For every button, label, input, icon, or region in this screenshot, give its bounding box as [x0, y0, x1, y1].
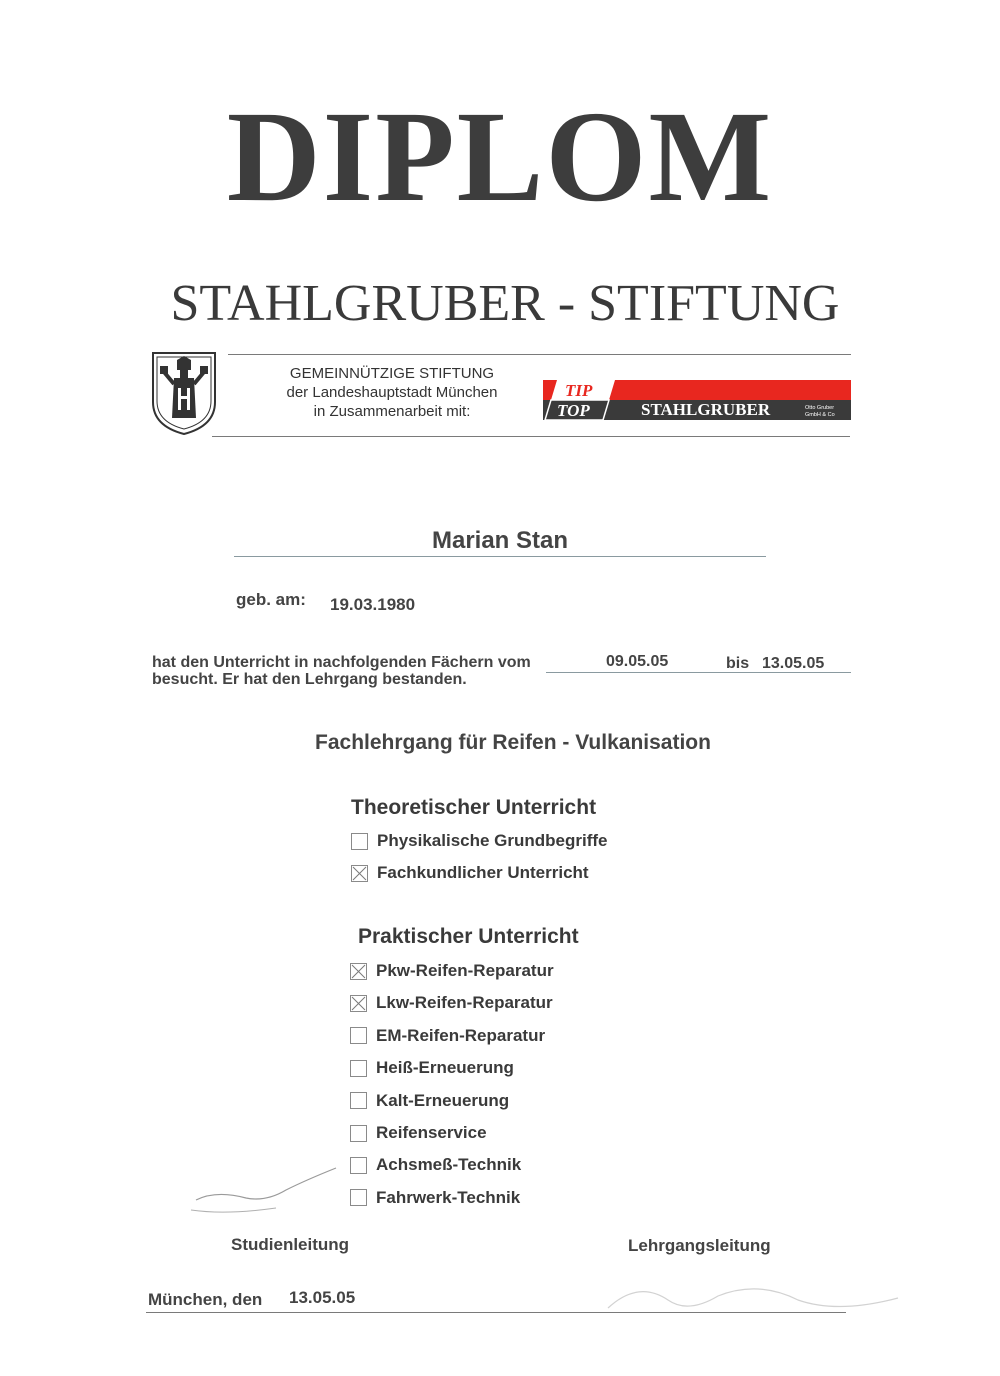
checked-box-icon: [350, 963, 367, 980]
theory-heading: Theoretischer Unterricht: [351, 796, 597, 819]
logo-small-text-1: Otto Gruber: [805, 405, 835, 411]
attendance-statement: [152, 654, 531, 688]
munich-crest-icon: [150, 350, 218, 436]
checklist-item-label: EM-Reifen-Reparatur: [376, 1025, 546, 1045]
checkbox-icon: [350, 1092, 367, 1109]
birth-date-value: 19.03.1980: [330, 595, 416, 614]
lehrgangsleitung-label: Lehrgangsleitung: [628, 1236, 771, 1255]
checklist-item: [350, 1057, 514, 1079]
checklist-item: [350, 1187, 520, 1209]
place-date-label: München, den: [148, 1290, 263, 1309]
checklist-item-label: Physikalische Grundbegriffe: [377, 831, 608, 850]
date-range-underline: [546, 672, 851, 673]
checklist-item-label: Pkw-Reifen-Reparatur: [376, 961, 554, 980]
checklist-item-label: Heiß-Erneuerung: [376, 1058, 514, 1078]
logo-small-text-2: GmbH & Co: [805, 412, 835, 418]
subtitle-line-2: der Landeshauptstadt München: [286, 384, 498, 401]
checklist-item-label: Lkw-Reifen-Reparatur: [376, 993, 553, 1013]
checklist-item-label: Reifenservice: [376, 1123, 487, 1142]
bis-label: bis: [726, 655, 750, 672]
header-rule-bottom: [212, 436, 850, 437]
checkbox-icon: [350, 1060, 367, 1077]
tiptop-stahlgruber-logo: [543, 380, 851, 420]
checklist-item: [350, 992, 553, 1014]
subtitle-line-3: in Zusammenarbeit mit:: [313, 403, 471, 420]
course-title: Fachlehrgang für Reifen - Vulkanisation: [315, 731, 711, 754]
studienleitung-signature: [186, 1160, 366, 1220]
birth-date-label: geb. am:: [236, 590, 306, 609]
foundation-name: STAHLGRUBER - STIFTUNG: [170, 275, 840, 332]
checklist-item: [350, 960, 554, 982]
checklist-item: [351, 830, 608, 852]
subtitle-line-1: GEMEINNÜTZIGE STIFTUNG: [289, 365, 495, 382]
logo-tip-text: TIP: [565, 381, 593, 400]
logo-brand-text: STAHLGRUBER: [641, 400, 771, 419]
recipient-name: Marian Stan: [431, 527, 569, 554]
checkbox-icon: [350, 1125, 367, 1142]
checkbox-icon: [350, 1027, 367, 1044]
date-from: 09.05.05: [606, 653, 669, 670]
checklist-item: [350, 1154, 521, 1176]
date-to: 13.05.05: [762, 655, 825, 672]
logo-top-text: TOP: [557, 401, 590, 420]
attendance-line-2: besucht. Er hat den Lehrgang bestanden.: [152, 671, 467, 688]
studienleitung-label: Studienleitung: [231, 1235, 350, 1254]
checklist-item-label: Fahrwerk-Technik: [376, 1187, 521, 1207]
checked-box-icon: [350, 995, 367, 1012]
diploma-title: DIPLOM: [226, 85, 774, 229]
checklist-item-label: Achsmeß-Technik: [376, 1155, 522, 1175]
checklist-item: [350, 1122, 487, 1144]
practice-heading: Praktischer Unterricht: [358, 925, 579, 948]
issue-date: 13.05.05: [289, 1288, 356, 1307]
checked-box-icon: [351, 865, 368, 882]
checklist-item: [350, 1025, 545, 1047]
checklist-item: [350, 1090, 509, 1112]
checklist-item-label: Fachkundlicher Unterricht: [377, 863, 589, 882]
footer-rule: [146, 1312, 846, 1313]
checklist-item-label: Kalt-Erneuerung: [376, 1090, 510, 1110]
attendance-line-1: hat den Unterricht in nachfolgenden Fächern vom: [152, 654, 531, 671]
header-rule-top: [228, 354, 851, 355]
foundation-subtitle: [262, 364, 522, 421]
checklist-item: [351, 862, 589, 884]
name-underline: [234, 556, 766, 557]
checkbox-icon: [351, 833, 368, 850]
